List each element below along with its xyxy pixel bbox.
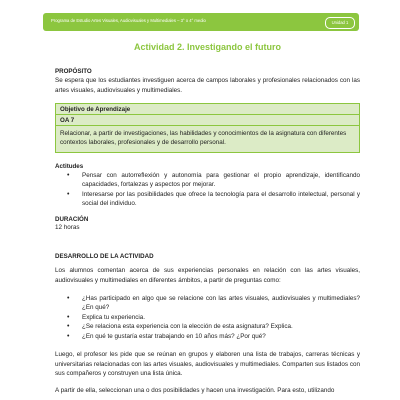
objective-box — [55, 103, 360, 153]
desarrollo-intro: Los alumnos comentan acerca de sus experiencias personales en relación con las artes visuales, audiovisuales y multimediales en diferentes ámbitos, a partir de preguntas como: — [55, 267, 360, 284]
actitudes-heading: Actitudes — [55, 163, 84, 170]
list-item: • Interesarse por las posibilidades que ofrece la tecnología para el desarrollo intelectual, personal y social del individuo. — [55, 190, 360, 209]
header-bar — [43, 13, 359, 31]
list-item: • ¿Se relaciona esta experiencia con la elección de esta asignatura? Explica. — [55, 322, 360, 331]
unit-badge: Unidad 1 — [325, 17, 355, 29]
activity-title: Actividad 2. Investigando el futuro — [133, 42, 282, 52]
proposito-heading: PROPÓSITO — [55, 68, 92, 75]
proposito-text: Se espera que los estudiantes investiguen acerca de campos laborales y profesionales relacionados con las artes visuales, audiovisuales y multimediales. — [55, 77, 360, 94]
list-item: • Explica tu experiencia. — [55, 313, 360, 322]
duracion-heading: DURACIÓN — [55, 216, 89, 223]
list-item: • ¿Has participado en algo que se relacione con las artes visuales, audiovisuales y multimediales? ¿En qué? — [55, 294, 360, 313]
program-title: Programa de Estudio Artes Visuales, Audiovisuales y Multimediales – 3° o 4° medio — [51, 18, 206, 23]
objective-heading: Objetivo de Aprendizaje — [56, 104, 359, 115]
list-item: • ¿En qué te gustaría estar trabajando en 10 años más? ¿Por qué? — [55, 332, 360, 341]
desarrollo-paragraph-cont: A partir de ella, seleccionan una o dos posibilidades y hacen una investigación. Para esto, utilizando — [55, 387, 335, 394]
desarrollo-heading: DESARROLLO DE LA ACTIVIDAD — [55, 253, 154, 260]
objective-code: OA 7 — [56, 115, 359, 126]
questions-list — [55, 294, 360, 341]
duracion-value: 12 horas — [55, 224, 80, 231]
actitudes-list — [55, 171, 360, 209]
desarrollo-paragraph: Luego, el profesor les pide que se reúnan en grupos y elaboren una lista de trabajos, carreras técnicas y universitarias relacionadas con las artes visuales, audiovisuales y multimediales. Comparten sus listados con sus compañeros y construyen una lista única. — [55, 351, 360, 378]
objective-text: Relacionar, a partir de investigaciones, las habilidades y conocimientos de la asignatura con diferentes contextos laborales, profesionales y de desarrollo personal. — [60, 130, 347, 147]
list-item: • Pensar con autorreflexión y autonomía para gestionar el propio aprendizaje, identificando capacidades, fortalezas y aspectos por mejorar. — [55, 171, 360, 190]
